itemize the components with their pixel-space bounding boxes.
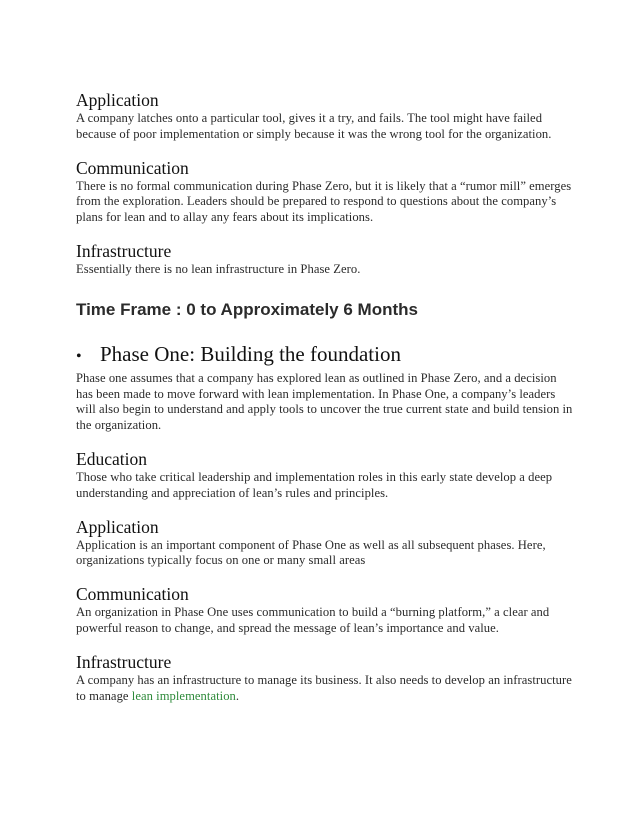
section-heading: Application — [76, 516, 159, 537]
phase-one-title — [76, 342, 576, 369]
document-page — [76, 90, 576, 719]
section-body: Those who take critical leadership and implementation roles in this early state develop a deep understanding and appreciation of lean’s rules and principles. — [76, 469, 553, 500]
phase-one-body: Phase one assumes that a company has explored lean as outlined in Phase Zero, and a decision has been made to move forward with lean implementation. In Phase One, a company’s leaders will also begin to understand and apply tools to uncover the true current state and build tension in the organization. — [76, 370, 573, 433]
section-body: Essentially there is no lean infrastructure in Phase Zero. — [76, 261, 361, 276]
section-infrastructure-one — [76, 652, 576, 705]
phase-one-title-text: Phase One: Building the foundation — [100, 341, 401, 366]
time-frame-heading: Time Frame : 0 to Approximately 6 Months — [76, 299, 418, 319]
section-application-zero — [76, 90, 576, 143]
body-text-end: . — [235, 688, 240, 703]
section-body: An organization in Phase One uses communication to build a “burning platform,” a clear and powerful reason to change, and spread the message of lean’s importance and value. — [76, 605, 550, 635]
bullet-icon: • — [76, 347, 82, 365]
section-communication-zero — [76, 158, 576, 226]
section-body: A company latches onto a particular tool, gives it a try, and fails. The tool might have failed because of poor implementation or simply because it was the wrong tool for the organization. — [76, 111, 552, 141]
section-body: There is no formal communication during Phase Zero, but it is likely that a “rumor mill” emerges from the exploration. Leaders should be prepared to respond to questions about the company’s plans for lean and to allay any fears about its implications. — [76, 178, 572, 225]
section-body: Application is an important component of Phase One as well as all subsequent phases. Here, organizations typically focus on one or many small areas — [76, 537, 546, 568]
section-heading: Communication — [76, 157, 189, 178]
section-heading: Education — [76, 448, 147, 469]
section-heading: Communication — [76, 584, 189, 605]
section-communication-one — [76, 584, 576, 637]
section-heading: Application — [76, 90, 159, 110]
phase-one-section — [76, 342, 576, 434]
section-heading: Infrastructure — [76, 240, 172, 261]
section-education — [76, 449, 576, 502]
section-application-one — [76, 517, 576, 570]
section-body — [76, 673, 576, 705]
body-text: A company has an infrastructure to manage its business. It also needs to develop an infrastructure to manage — [76, 672, 572, 703]
section-infrastructure-zero — [76, 241, 576, 278]
lean-implementation-link[interactable]: lean implementation — [131, 688, 236, 703]
section-heading: Infrastructure — [76, 651, 172, 672]
